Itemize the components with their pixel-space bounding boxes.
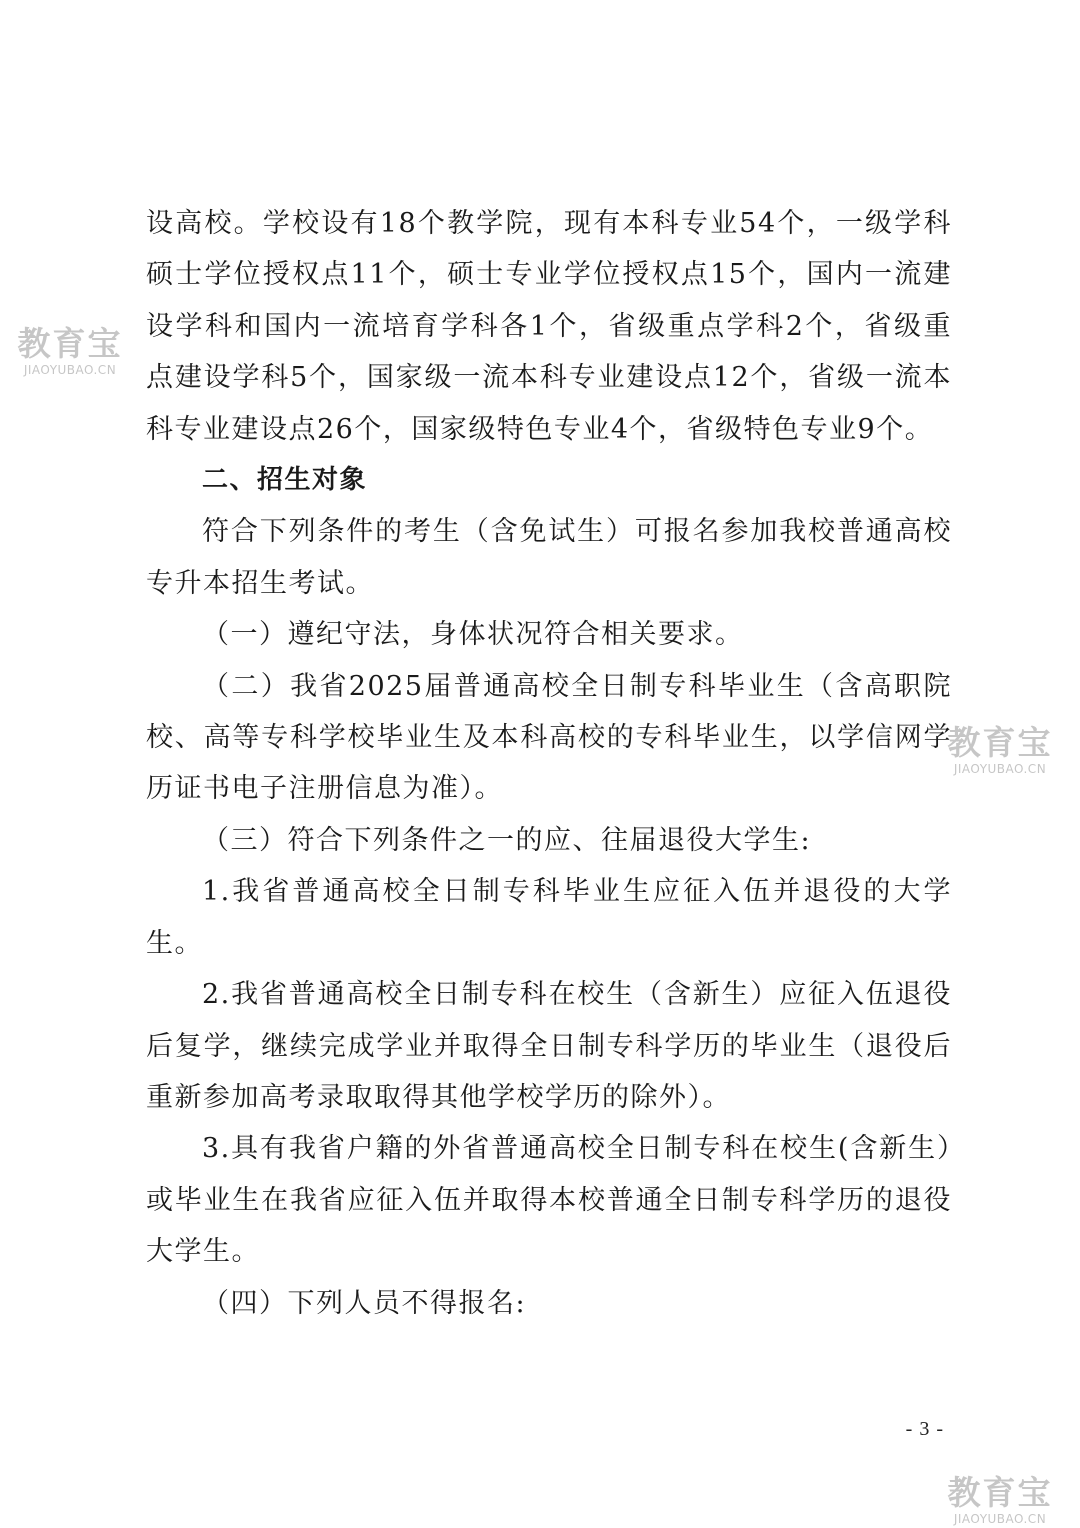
watermark-url: JIAOYUBAO.CN (953, 762, 1047, 776)
document-body (146, 198, 952, 1329)
watermark-url: JIAOYUBAO.CN (23, 363, 117, 377)
paragraph-condition-3: （三）符合下列条件之一的应、往届退役大学生: (202, 824, 812, 856)
watermark-logo (920, 724, 1080, 776)
paragraph-condition-3-item-1: 1.我省普通高校全日制专科毕业生应征入伍并退役的大学生。 (146, 876, 952, 959)
watermark-url: JIAOYUBAO.CN (953, 1512, 1047, 1526)
paragraph-eligibility-intro: 符合下列条件的考生（含免试生）可报名参加我校普通高校专升本招生考试。 (146, 516, 952, 599)
paragraph-school-overview: 设高校。学校设有18个教学院，现有本科专业54个，一级学科硕士学位授权点11个，硕士专业学位授权点15个，国内一流建设学科和国内一流培育学科各1个，省级重点学科2个，省级重点建设学科5个，国家级一流本科专业建设点12个，省级一流本科专业建设点26个，国家级特色专业4个，省级特色专业9个。 (146, 208, 952, 445)
watermark-logo (920, 1474, 1080, 1526)
watermark-logo-text: 教育宝 (947, 1473, 1053, 1512)
paragraph-condition-3-item-2: 2.我省普通高校全日制专科在校生（含新生）应征入伍退役后复学，继续完成学业并取得全日制专科学历的毕业生（退役后重新参加高考录取取得其他学校学历的除外）。 (146, 979, 952, 1113)
watermark-logo-text: 教育宝 (17, 324, 123, 363)
watermark-logo (0, 325, 150, 377)
watermark-logo-text: 教育宝 (947, 723, 1053, 762)
paragraph-condition-3-item-3: 3.具有我省户籍的外省普通高校全日制专科在校生(含新生）或毕业生在我省应征入伍并取得本校普通全日制专科学历的退役大学生。 (146, 1133, 952, 1268)
section-heading-admission-targets: 二、招生对象 (202, 465, 368, 496)
paragraph-condition-1: （一）遵纪守法，身体状况符合相关要求。 (202, 619, 744, 651)
page-number: - 3 - (905, 1418, 944, 1440)
paragraph-condition-4: （四）下列人员不得报名: (202, 1287, 527, 1319)
paragraph-condition-2: （二）我省2025届普通高校全日制专科毕业生（含高职院校、高等专科学校毕业生及本科高校的专科毕业生，以学信网学历证书电子注册信息为准）。 (146, 670, 952, 805)
